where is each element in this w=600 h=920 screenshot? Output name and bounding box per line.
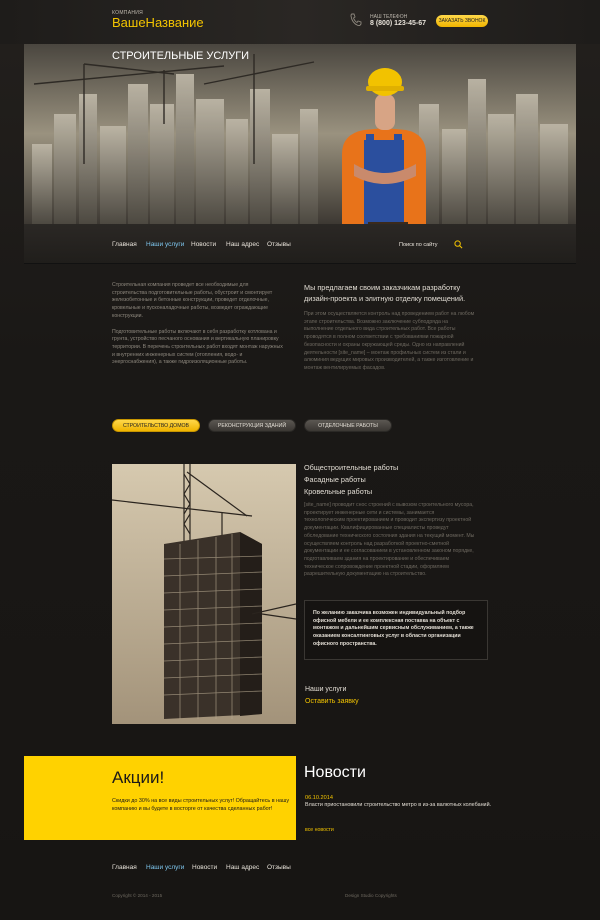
footer — [0, 840, 600, 920]
hero-title: СТРОИТЕЛЬНЫЕ УСЛУГИ — [112, 50, 250, 62]
services-note-text: По желанию заказчика возможен индивидуальный подбор офисной мебели и ее комплексная поставка на объект с монтажом и дальнейшим сервисным обслуживанием, а также оказанием консалтинговых услуг в области организации офисного пространства. — [313, 610, 474, 647]
services-note — [304, 600, 488, 660]
nav-item-services[interactable]: Наши услуги — [146, 241, 185, 248]
search-label[interactable]: Поиск по сайту — [399, 242, 438, 248]
company-caption: КОМПАНИЯ — [112, 10, 144, 16]
footer-nav-reviews[interactable]: Отзывы — [267, 864, 291, 871]
our-services-link[interactable]: Наши услуги — [305, 686, 347, 693]
construction-photo — [112, 464, 296, 724]
footer-nav-address[interactable]: Наш адрес — [226, 864, 260, 871]
search-icon[interactable] — [454, 240, 463, 249]
nav-item-reviews[interactable]: Отзывы — [267, 241, 291, 248]
studio-credit[interactable]: Design Studio Copyrights — [345, 893, 397, 898]
promo-title: Акции! — [112, 768, 165, 787]
intro-paragraph: Подготовительные работы включают в себя разработку котлована и грунта, устройство песчаного основания и вертикальную планировку территории. В перечень строительных работ входят монтаж наружных и внутренних инженерных систем (отопления, водо- и энергоснабжения), а также гидроизоляционные работы. — [112, 328, 283, 366]
service-title: Фасадные работы — [304, 475, 366, 484]
main-nav — [24, 224, 576, 264]
intro-heading: Мы предлагаем своим заказчикам разработку дизайн-проекта и элитную отделку помещений. — [304, 283, 466, 303]
hero-image — [24, 44, 576, 224]
phone-label: НАШ ТЕЛЕФОН — [370, 14, 408, 20]
company-logo[interactable]: ВашеНазвание — [112, 15, 204, 30]
promo-text: Скидки до 30% на все виды строительных услуг! Обращайтесь в нашу компанию и вы будете в восторге от качества сделанных работ! — [112, 798, 290, 812]
news-text[interactable]: Власти приостановили строительство метро в из-за валютных колебаний. — [305, 802, 492, 808]
order-call-button[interactable]: ЗАКАЗАТЬ ЗВОНОК — [436, 15, 488, 27]
tab-finishing[interactable]: ОТДЕЛОЧНЫЕ РАБОТЫ — [304, 419, 392, 432]
service-title: Кровельные работы — [304, 487, 373, 496]
news-date: 06.10.2014 — [305, 795, 333, 801]
intro-paragraph: Строительная компания проведет все необходимые для строительства подготовительные работы, обустроит и смонтирует железобетонные и бетонные конструкции, проведет отделочные, кровельные и пусконаладочные работы, возведет ограждающие конструкции. — [112, 282, 273, 319]
intro-left-text — [112, 282, 284, 375]
phone-number: 8 (800) 123-45-67 — [370, 20, 427, 27]
leave-request-link[interactable]: Оставить заявку — [305, 698, 359, 705]
intro-body: При этом осуществляется контроль над проведением работ на любом этапе строительства. Возможно заключение субподряда на выполнение отдельного вида строительных работ. Все работы проводятся в полном соответствии с требованиями пожарной безопасности и охраны окружающей среды. Одно из направлений деятельности [site_name] – монтаж профильных систем из стали и алюминия ведущих мировых производителей, а также изготовление и монтаж вентилируемых фасадов. — [304, 311, 475, 371]
tab-house-building[interactable]: СТРОИТЕЛЬСТВО ДОМОВ — [112, 419, 200, 432]
phone-icon — [350, 13, 362, 27]
hero-banner — [24, 44, 576, 224]
services-body: [site_name] проводит снос строений с вывозом строительного мусора, проектирует инженерные сети и системы, занимается технологическим проектированием и проводит экспертизу проектной документации. Квалифицированные специалисты проведут обследование технического состояния здания на текущий момент. Мы осуществляем контроль над разработкой проектно-сметной документации и ее согласованием в установленном законом порядке, подготавливаем здания на проектирование и обеспечиваем техническое сопровождение проектной стадии, оформляем разрешительную документацию на строительство. — [304, 502, 475, 578]
footer-nav-home[interactable]: Главная — [112, 864, 137, 871]
promo-block — [24, 756, 296, 840]
service-title: Общестроительные работы — [304, 463, 399, 472]
news-heading: Новости — [304, 764, 366, 781]
tab-reconstruction[interactable]: РЕКОНСТРУКЦИЯ ЗДАНИЙ — [208, 419, 296, 432]
copyright: Copyright © 2014 - 2015 — [112, 893, 163, 898]
footer-nav-news[interactable]: Новости — [192, 864, 218, 871]
footer-nav-services[interactable]: Наши услуги — [146, 864, 185, 871]
nav-item-news[interactable]: Новости — [191, 241, 217, 248]
all-news-link[interactable]: все новости — [305, 827, 334, 833]
header — [0, 0, 600, 44]
nav-item-address[interactable]: Наш адрес — [226, 241, 260, 248]
nav-item-home[interactable]: Главная — [112, 241, 137, 248]
